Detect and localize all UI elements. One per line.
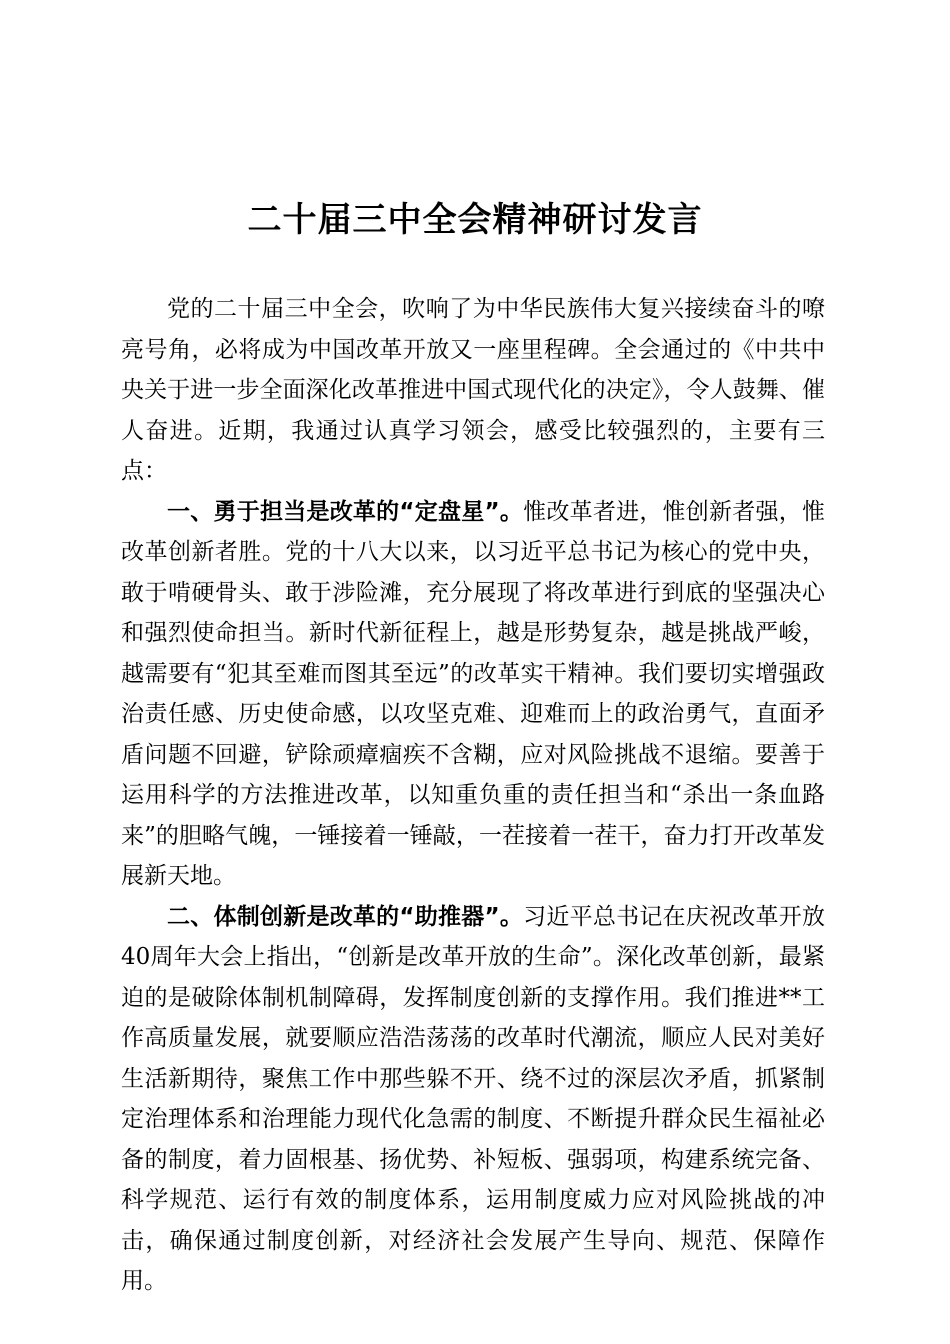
document-title: 二十届三中全会精神研讨发言 — [247, 200, 703, 240]
section-two-heading: 二、体制创新是改革的“助推器”。 — [167, 903, 524, 930]
section-two-paragraph — [121, 897, 825, 1302]
section-one-paragraph — [121, 492, 825, 897]
section-one-heading: 一、勇于担当是改革的“定盘星”。 — [167, 498, 524, 525]
document-body — [121, 289, 825, 1302]
paragraph-text: 习近平总书记在庆祝改革开放40周年大会上指出，“创新是改革开放的生命”。深化改革创新，最紧迫的是破除体制机制障碍，发挥制度创新的支撑作用。我们推进**工作高质量发展，就要顺应浩浩荡荡的改革时代潮流，顺应人民对美好生活新期待，聚焦工作中那些躲不开、绕不过的深层次矛盾，抓紧制定治理体系和治理能力现代化急需的制度、不断提升群众民生福祉必备的制度，着力固根基、扬优势、补短板、强弱项，构建系统完备、科学规范、运行有效的制度体系，运用制度威力应对风险挑战的冲击，确保通过制度创新，对经济社会发展产生导向、规范、保障作用。 — [121, 903, 826, 1294]
paragraph-text: 惟改革者进，惟创新者强，惟改革创新者胜。党的十八大以来，以习近平总书记为核心的党中央，敢于啃硬骨头、敢于涉险滩，充分展现了将改革进行到底的坚强决心和强烈使命担当。新时代新征程上，越是形势复杂，越是挑战严峻，越需要有“犯其至难而图其至远”的改革实干精神。我们要切实增强政治责任感、历史使命感，以攻坚克难、迎难而上的政治勇气，直面矛盾问题不回避，铲除顽瘴痼疾不含糊，应对风险挑战不退缩。要善于运用科学的方法推进改革，以知重负重的责任担当和“杀出一条血路来”的胆略气魄，一锤接着一锤敲，一茬接着一茬干，奋力打开改革发展新天地。 — [121, 498, 826, 889]
intro-paragraph — [121, 289, 825, 492]
paragraph-text: 党的二十届三中全会，吹响了为中华民族伟大复兴接续奋斗的嘹亮号角，必将成为中国改革开放又一座里程碑。全会通过的《中共中央关于进一步全面深化改革推进中国式现代化的决定》，令人鼓舞、催人奋进。近期，我通过认真学习领会，感受比较强烈的，主要有三点： — [121, 296, 825, 484]
